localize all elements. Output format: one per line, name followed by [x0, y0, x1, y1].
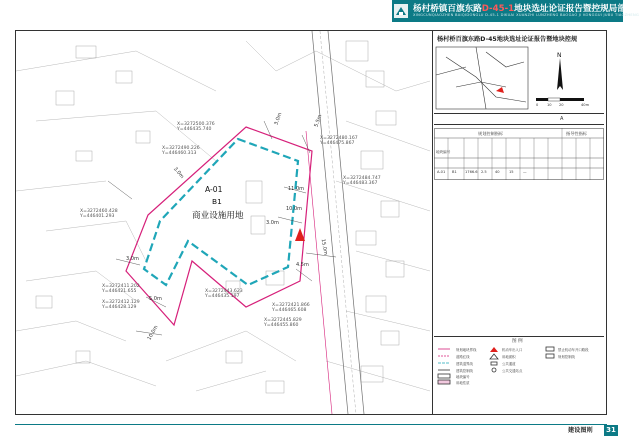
legend-item: 公共交通站点: [502, 369, 523, 373]
table-cell: 40: [495, 170, 500, 174]
footer-line: [15, 424, 607, 425]
scale-label: 40m: [581, 103, 590, 107]
table-cell: A-01: [437, 170, 446, 174]
legend-item: 禁止机动车开口路段: [558, 348, 589, 352]
table-group-header: 规划控制指标: [478, 131, 504, 136]
dim-label: 15.0m: [319, 238, 329, 256]
legend-item: 地块编号: [456, 375, 470, 379]
scale-label: 0: [536, 103, 539, 107]
dim-label: 3.0m: [266, 220, 279, 226]
legend-item: 机动车出入口: [502, 348, 523, 352]
site-map: [16, 31, 430, 414]
section-label: A: [560, 116, 564, 122]
dim-label: 10.0m: [286, 206, 303, 212]
coord-label: X=3272490.226 Y=446460.313: [162, 146, 200, 156]
coord-label: X=3272411.202 Y=446421.655: [102, 284, 140, 294]
coord-label: X=3272500.376 Y=446435.740: [177, 122, 215, 132]
coord-label: X=3272443.623 Y=446435.197: [205, 289, 243, 299]
dim-label: 3.0m: [273, 111, 284, 127]
dim-label: 4.5m: [296, 262, 309, 268]
logo-icon: [394, 4, 408, 18]
page-title: 杨村桥镇百旗东路D-45-1地块选址论证报告暨控规局部调整: [413, 4, 643, 14]
table-cell: —: [523, 170, 527, 174]
table-cell: 1766.6: [465, 170, 478, 174]
page-number: 31: [604, 425, 618, 436]
table-cell: 15: [509, 170, 514, 174]
coord-label: X=3272421.866 Y=446465.608: [272, 303, 310, 313]
coord-label: X=3272445.829 Y=446455.860: [264, 318, 302, 328]
panel-divider: [434, 336, 604, 337]
legend-item: 建筑退界线: [456, 362, 473, 366]
dim-label: 11.0m: [288, 186, 305, 192]
table-cell: 2.5: [481, 170, 487, 174]
dim-label: 10.0m: [146, 324, 160, 342]
page-subtitle: XINGCUNQIAOZHEN BAIQIDONGLU D-45-1 DIKUAI XUANZHI LUNZHENG BAOGAO JI KONGGUI JUBU TIAOZHENG: [413, 13, 640, 17]
table-cell: B1: [452, 170, 457, 174]
legend-item: 建筑控制线: [456, 369, 473, 373]
panel-title: 杨村桥百旗东路D-45地块选址论证报告暨地块控规: [437, 36, 578, 43]
coord-label: X=3272460.428 Y=446401.293: [80, 209, 118, 219]
legend-item: 用地性质: [456, 381, 470, 385]
table-col-header: 地块编号: [436, 150, 451, 154]
panel-divider: [434, 124, 604, 125]
land-use-code: B1: [212, 197, 222, 206]
dim-label: 3.0m: [126, 256, 139, 262]
coord-label: X=3272484.747 Y=446483.367: [343, 176, 381, 186]
marker-icon: [295, 228, 305, 241]
parcel-code: A-01: [205, 185, 223, 194]
legend-item: 公共通道: [502, 362, 516, 366]
legend-item: 用地面积: [502, 355, 516, 359]
dim-label: 5.0m: [149, 296, 162, 302]
legend-item: 道路红线: [456, 355, 470, 359]
coord-label: X=3272480.167 Y=446475.867: [320, 136, 358, 146]
footer-label: 建设图则: [568, 427, 593, 434]
location-minimap: [436, 47, 528, 109]
dim-label: 5.5m: [313, 113, 324, 129]
panel-divider: [434, 113, 604, 114]
legend-item: 规划地块界线: [456, 348, 477, 352]
coord-label: X=3272412.129 Y=446428.129: [102, 300, 140, 310]
svg-text:N: N: [557, 52, 562, 59]
legend-item: 规划控制线: [558, 355, 575, 359]
table-group-header: 指导性指标: [566, 131, 587, 136]
scale-label: 20: [559, 103, 564, 107]
dim-label: 3.0m: [171, 166, 185, 180]
land-use-name: 商业设施用地: [192, 211, 244, 221]
scale-label: 10: [547, 103, 552, 107]
legend-title: 图 例: [512, 339, 523, 344]
